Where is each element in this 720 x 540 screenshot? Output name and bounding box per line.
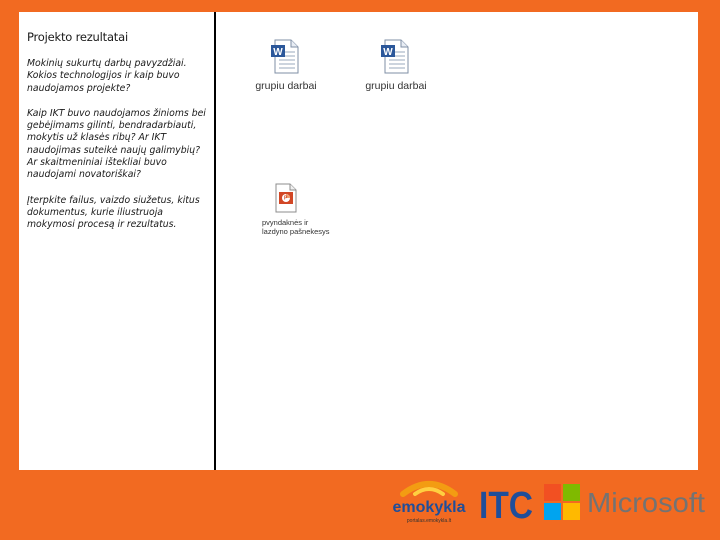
left-text-column — [27, 30, 207, 245]
svg-text:portalas.emokykla.lt: portalas.emokykla.lt — [406, 518, 452, 524]
svg-text:W: W — [383, 47, 393, 58]
file-label: grupiu darbai — [255, 80, 317, 92]
file-ppt-pasnekesys[interactable] — [262, 182, 352, 236]
svg-text:ITC: ITC — [479, 485, 533, 524]
file-grupiu-darbai-1[interactable] — [246, 38, 326, 92]
itc-logo — [479, 484, 539, 524]
svg-text:Microsoft: Microsoft — [587, 487, 706, 518]
column-divider — [214, 12, 216, 470]
paragraph-insert-files: Įterpkite failus, vaizdo siužetus, kitus dokumentus, kurie iliustruoja mokymosi procesą ir rezultatus. — [27, 194, 200, 231]
footer-logos — [385, 476, 715, 532]
microsoft-logo-icon — [544, 484, 580, 520]
word-document-icon — [270, 38, 302, 76]
paragraph-examples: Mokinių sukurtų darbų pavyzdžiai. Kokios technologijos ir kaip buvo naudojamos projekte? — [27, 58, 187, 94]
emokykla-logo — [385, 478, 473, 528]
svg-text:W: W — [273, 47, 283, 58]
svg-text:P: P — [284, 195, 288, 202]
microsoft-wordmark — [587, 484, 707, 520]
file-label-line2: lazdyno pašnekesys — [262, 227, 330, 236]
file-label: grupiu darbai — [365, 80, 427, 92]
file-label-line1: pvyndaknės ir — [262, 218, 309, 227]
svg-text:emokykla: emokykla — [392, 499, 466, 516]
page-title: Projekto rezultatai — [27, 30, 128, 44]
paragraph-ict-use: Kaip IKT buvo naudojamos žinioms bei gebėjimams gilinti, bendradarbiauti, mokytis už klasės ribų? Ar IKT naudojimas suteikė naujų galimybių? Ar skaitmeniniai ištekliai buvo naudojami novatoriškai? — [27, 107, 206, 181]
file-grupiu-darbai-2[interactable] — [356, 38, 436, 92]
word-document-icon — [380, 38, 412, 76]
powerpoint-document-icon — [272, 182, 300, 214]
